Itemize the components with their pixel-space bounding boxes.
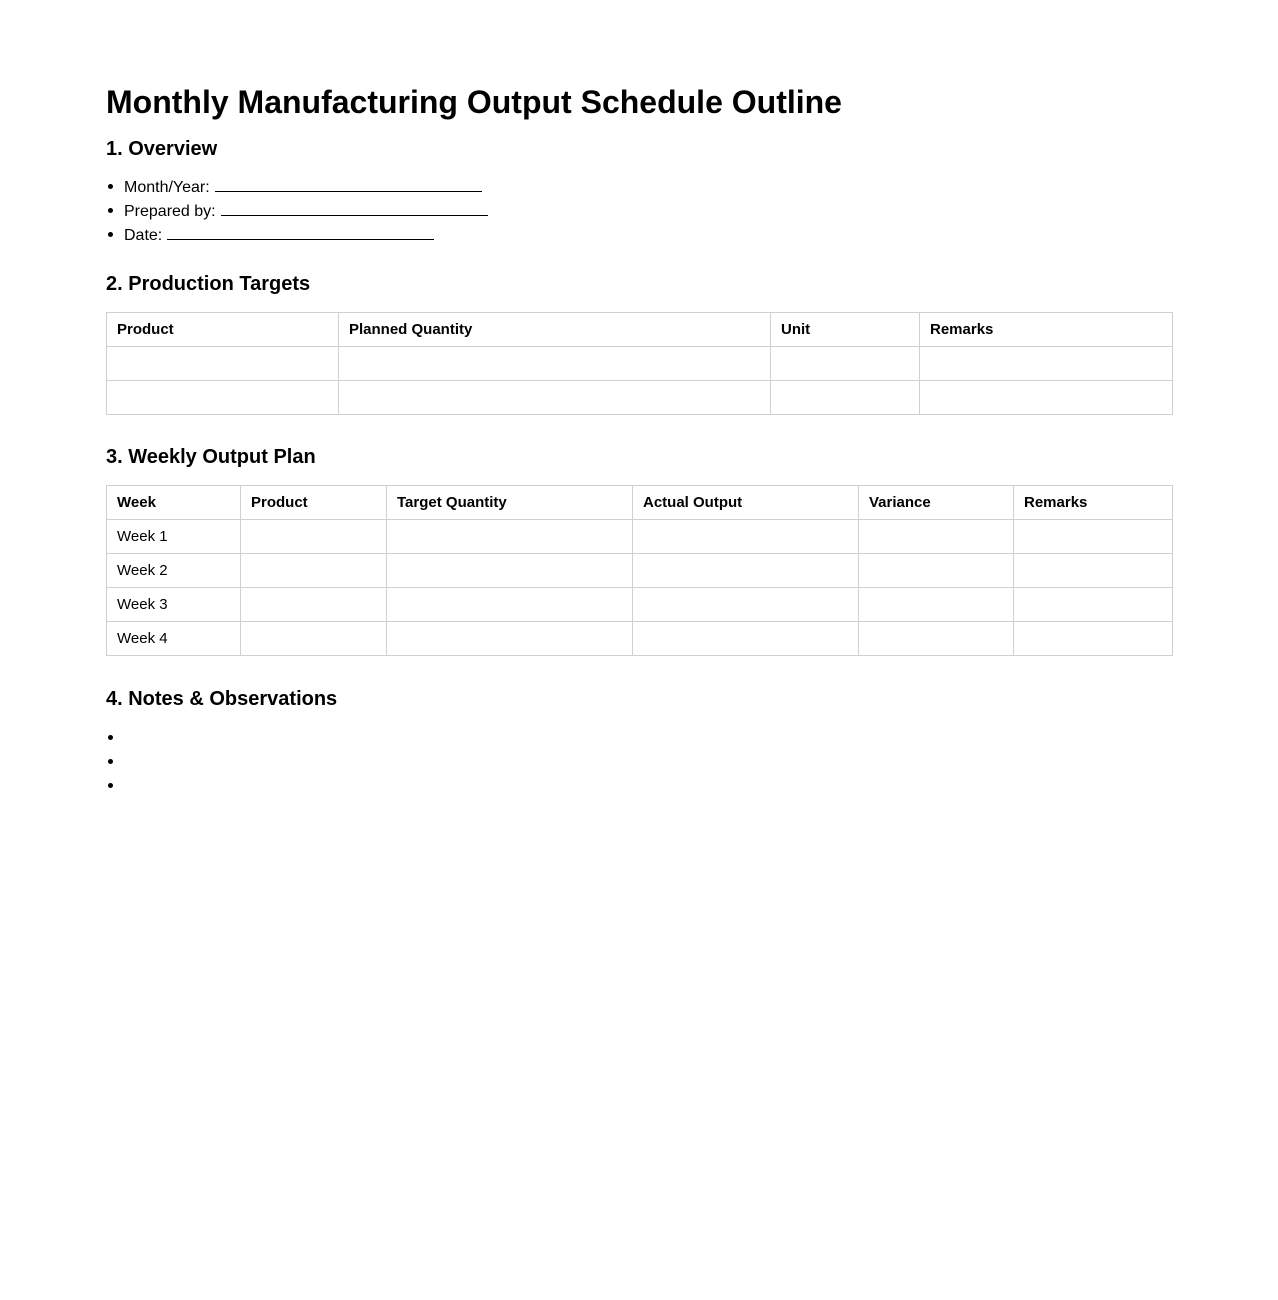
table-header-row xyxy=(107,486,1173,520)
notes-list xyxy=(106,725,1172,797)
table-cell[interactable] xyxy=(859,622,1014,656)
column-header: Variance xyxy=(859,486,1014,520)
column-header: Planned Quantity xyxy=(339,313,771,347)
table-cell[interactable] xyxy=(1014,554,1173,588)
overview-label: Date: xyxy=(124,227,163,244)
note-item[interactable] xyxy=(124,773,1172,797)
table-cell[interactable] xyxy=(1014,588,1173,622)
table-cell[interactable] xyxy=(107,381,339,415)
week-label-cell: Week 1 xyxy=(107,520,241,554)
table-cell[interactable] xyxy=(633,622,859,656)
fill-in-blank[interactable] xyxy=(215,174,482,192)
overview-label: Month/Year: xyxy=(124,179,210,196)
column-header: Remarks xyxy=(1014,486,1173,520)
column-header: Week xyxy=(107,486,241,520)
production-targets-heading: 2. Production Targets xyxy=(106,273,311,295)
table-cell[interactable] xyxy=(241,520,387,554)
weekly-output-table xyxy=(106,485,1173,656)
table-cell[interactable] xyxy=(387,520,633,554)
table-header-row xyxy=(107,313,1173,347)
table-cell[interactable] xyxy=(241,622,387,656)
week-label-cell: Week 2 xyxy=(107,554,241,588)
table-cell[interactable] xyxy=(1014,622,1173,656)
notes-heading: 4. Notes & Observations xyxy=(106,688,338,710)
column-header: Actual Output xyxy=(633,486,859,520)
overview-list xyxy=(106,174,1172,246)
table-row xyxy=(107,347,1173,381)
table-cell[interactable] xyxy=(859,554,1014,588)
table-cell[interactable] xyxy=(771,381,920,415)
table-cell[interactable] xyxy=(633,588,859,622)
table-cell[interactable] xyxy=(241,554,387,588)
production-targets-table xyxy=(106,312,1173,415)
table-cell[interactable] xyxy=(1014,520,1173,554)
table-cell[interactable] xyxy=(387,554,633,588)
table-cell[interactable] xyxy=(241,588,387,622)
table-row xyxy=(107,588,1173,622)
overview-label: Prepared by: xyxy=(124,203,216,220)
table-cell[interactable] xyxy=(387,622,633,656)
table-row xyxy=(107,554,1173,588)
note-item[interactable] xyxy=(124,749,1172,773)
overview-heading: 1. Overview xyxy=(106,138,218,160)
table-cell[interactable] xyxy=(633,520,859,554)
table-cell[interactable] xyxy=(387,588,633,622)
column-header: Product xyxy=(241,486,387,520)
note-item[interactable] xyxy=(124,725,1172,749)
overview-item-date xyxy=(124,222,1172,246)
table-row xyxy=(107,622,1173,656)
column-header: Product xyxy=(107,313,339,347)
table-cell[interactable] xyxy=(771,347,920,381)
table-cell[interactable] xyxy=(859,520,1014,554)
column-header: Unit xyxy=(771,313,920,347)
week-label-cell: Week 3 xyxy=(107,588,241,622)
weekly-output-heading: 3. Weekly Output Plan xyxy=(106,446,316,468)
page-title: Monthly Manufacturing Output Schedule Outline xyxy=(106,84,842,120)
table-row xyxy=(107,520,1173,554)
fill-in-blank[interactable] xyxy=(167,222,434,240)
fill-in-blank[interactable] xyxy=(221,198,488,216)
week-label-cell: Week 4 xyxy=(107,622,241,656)
table-cell[interactable] xyxy=(633,554,859,588)
table-row xyxy=(107,381,1173,415)
column-header: Target Quantity xyxy=(387,486,633,520)
table-cell[interactable] xyxy=(107,347,339,381)
table-cell[interactable] xyxy=(859,588,1014,622)
table-cell[interactable] xyxy=(339,347,771,381)
table-cell[interactable] xyxy=(920,381,1173,415)
overview-item-prepared-by xyxy=(124,198,1172,222)
table-cell[interactable] xyxy=(920,347,1173,381)
column-header: Remarks xyxy=(920,313,1173,347)
overview-item-month-year xyxy=(124,174,1172,198)
table-cell[interactable] xyxy=(339,381,771,415)
